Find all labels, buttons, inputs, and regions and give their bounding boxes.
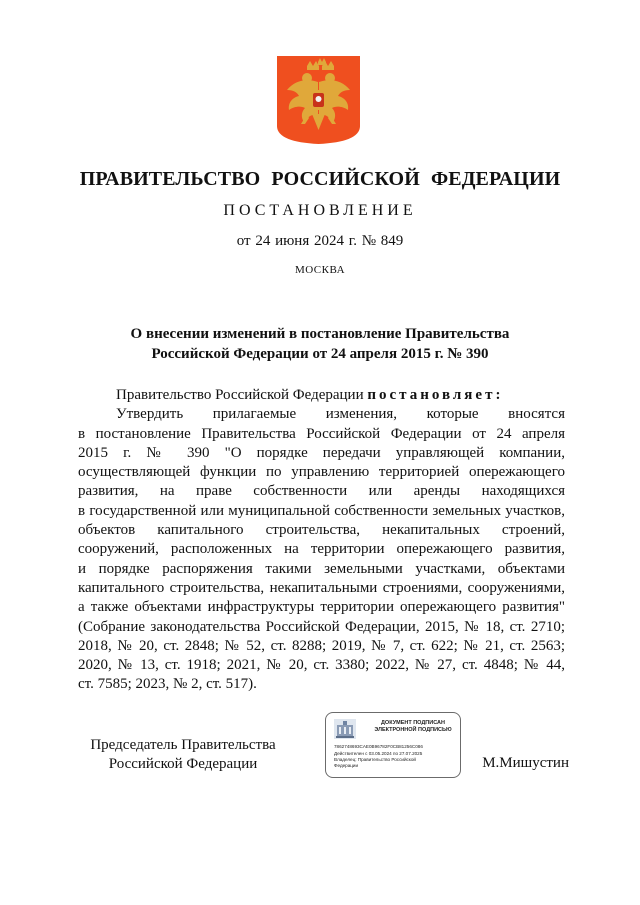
stamp-title xyxy=(368,720,458,734)
intro-line xyxy=(78,386,565,405)
building-icon xyxy=(334,719,356,739)
body-line: объектов капитального строительства, некапитальных строений, xyxy=(78,522,565,539)
body-line: 2015 г. № 390 "О порядке передачи управляющей компании, xyxy=(78,444,565,461)
body-line: Утвердить прилагаемые изменения, которые вносятся xyxy=(116,406,565,423)
body-line: (Собрание законодательства Российской Федерации, 2015, № 18, ст. 2710; xyxy=(78,618,565,635)
body-line: в государственной или муниципальной собственности земельных участков, xyxy=(78,502,565,519)
certificate-owner: Владелец: Правительство Российской xyxy=(334,757,416,762)
resolve-word: постановляет: xyxy=(367,387,504,403)
intro-prefix: Правительство Российской Федерации xyxy=(116,387,368,403)
body-line: развития, на праве собственности или аренды находящихся xyxy=(78,483,565,500)
body-line: капитального строительства, некапитальными строениями, сооружениями, xyxy=(78,579,565,596)
electronic-signature-stamp xyxy=(325,712,461,778)
body-line: 2020, № 13, ст. 1918; 2021, № 20, ст. 3380; 2022, № 27, ст. 4848; № 44, xyxy=(78,657,565,674)
stamp-title-line: ЭЛЕКТРОННОЙ ПОДПИСЬЮ xyxy=(374,727,452,733)
signatory-position xyxy=(78,736,288,774)
body-line: 2018, № 20, ст. 2848; № 52, ст. 8288; 2019, № 7, ст. 622; № 21, ст. 2563; xyxy=(78,637,565,654)
coat-of-arms-emblem xyxy=(277,56,360,144)
decree-date-number: от 24 июня 2024 г. № 849 xyxy=(236,233,404,249)
body-line: сооружений, расположенных на территории опережающего развития, xyxy=(78,541,565,558)
body-line: и порядке распоряжения такими земельными участками, объектами xyxy=(78,560,565,577)
body-line: в постановление Правительства Российской Федерации от 24 апреля xyxy=(78,425,565,442)
signatory-name: М.Мишустин xyxy=(482,755,569,771)
subject-line: Российской Федерации от 24 апреля 2015 г. № 390 xyxy=(151,346,489,362)
subject-line: О внесении изменений в постановление Правительства xyxy=(130,326,510,342)
city: МОСКВА xyxy=(294,264,346,276)
certificate-owner: Федерации xyxy=(334,763,359,768)
decree-body xyxy=(78,386,565,695)
body-line: осуществляющей функции по управлению территорией опережающего xyxy=(78,464,565,481)
position-line: Председатель Правительства xyxy=(90,737,276,753)
certificate-number: 7862748693CAE0B96782F0CB81256C086 xyxy=(334,744,423,749)
stamp-title-line: ДОКУМЕНТ ПОДПИСАН xyxy=(381,720,445,726)
position-line: Российской Федерации xyxy=(108,756,258,772)
body-line: а также объектами инфраструктуры территории опережающего развития" xyxy=(78,599,565,616)
decree-subject xyxy=(0,324,640,364)
government-title: ПРАВИТЕЛЬСТВО РОССИЙСКОЙ ФЕДЕРАЦИИ xyxy=(79,168,561,190)
body-line: ст. 7585; 2023, № 2, ст. 517). xyxy=(78,676,257,693)
certificate-validity: Действителен с 03.05.2024 по 27.07.2025 xyxy=(334,751,423,756)
document-type: ПОСТАНОВЛЕНИЕ xyxy=(223,202,417,219)
